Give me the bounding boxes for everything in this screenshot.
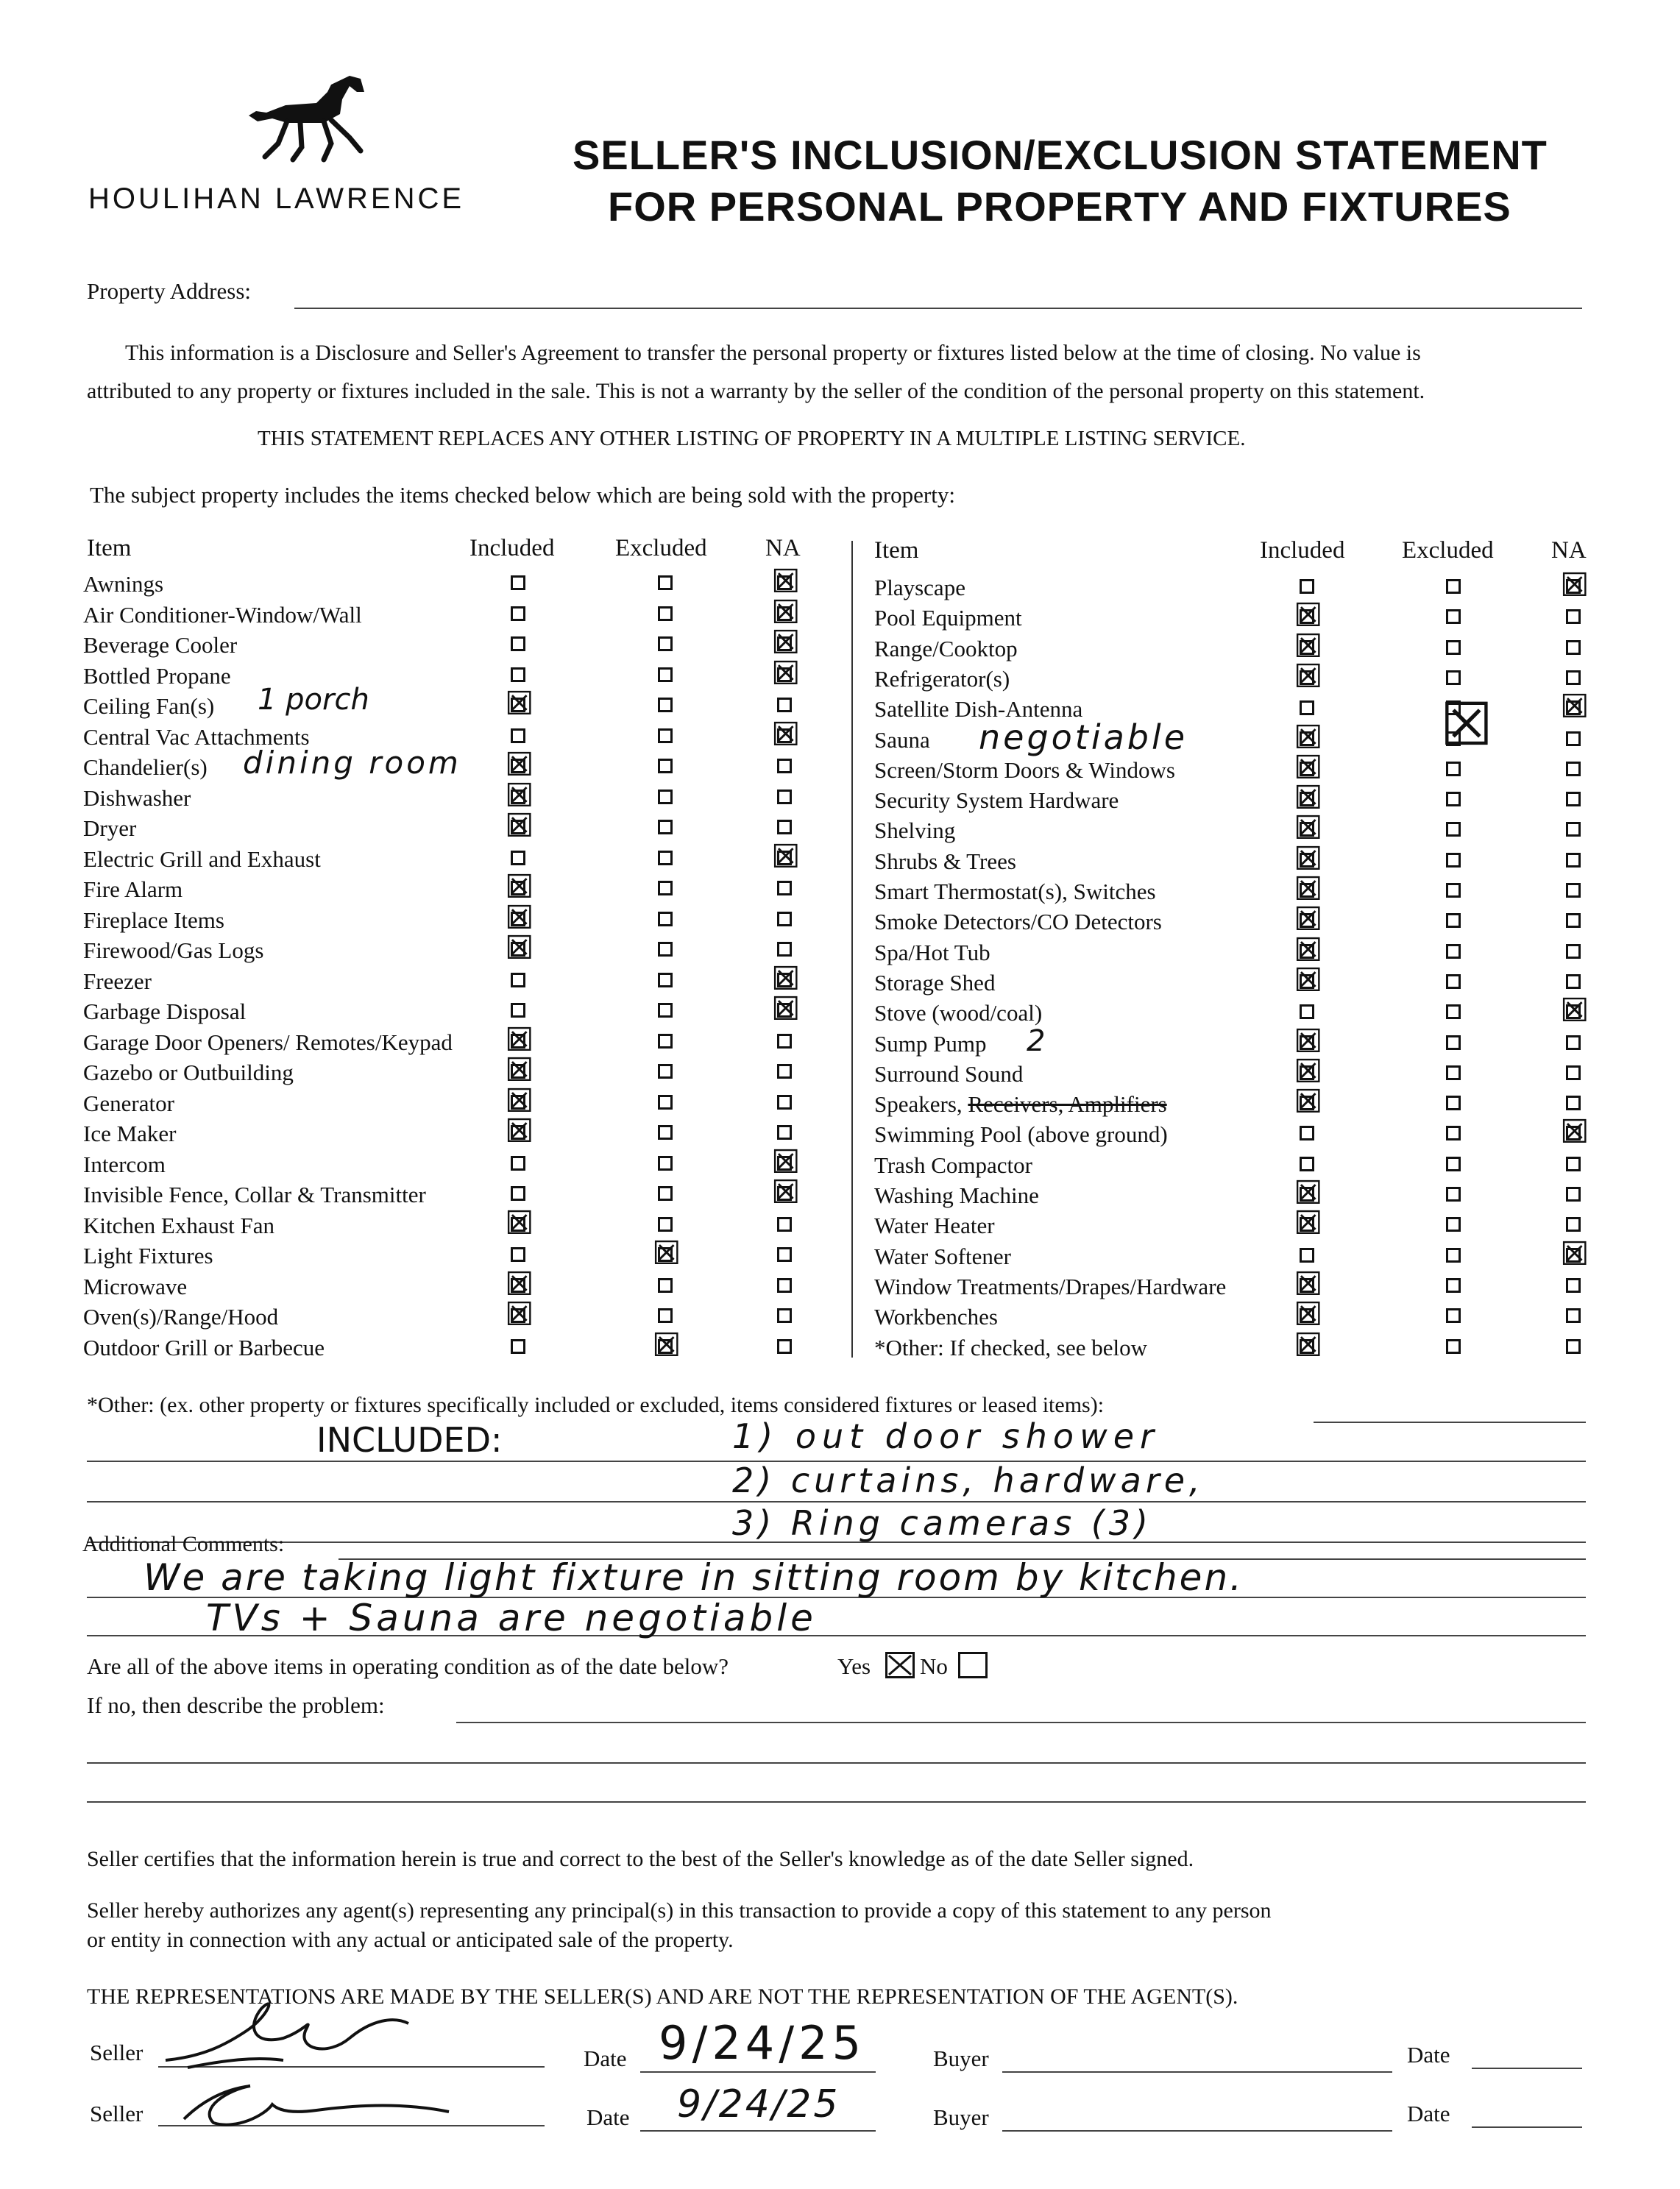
excluded-checkbox[interactable]: [1446, 762, 1461, 776]
comments-line1-text: We are taking light fixture in sitting room by kitchen.: [143, 1556, 1244, 1599]
excluded-checkbox[interactable]: [658, 667, 673, 682]
check-mark: ☒: [505, 898, 534, 937]
excluded-checkbox[interactable]: [658, 698, 673, 712]
excluded-checkbox[interactable]: [1446, 792, 1461, 806]
item-label: Freezer: [83, 968, 152, 994]
item-label: Stove (wood/coal): [874, 1000, 1043, 1026]
excluded-checkbox[interactable]: [658, 790, 673, 804]
item-label: Electric Grill and Exhaust: [83, 845, 321, 872]
item-label: Workbenches: [874, 1304, 998, 1330]
item-label: Smart Thermostat(s), Switches: [874, 879, 1156, 904]
na-checkbox[interactable]: [777, 820, 792, 834]
excluded-checkbox[interactable]: [1446, 1065, 1461, 1080]
excluded-checkbox[interactable]: [1446, 853, 1461, 868]
excluded-checkbox[interactable]: [658, 1003, 673, 1018]
replaces-notice: THIS STATEMENT REPLACES ANY OTHER LISTING OF PROPERTY IN A MULTIPLE LISTING SERVICE.: [258, 427, 1246, 450]
check-mark: ☒: [505, 1021, 534, 1059]
check-mark: ☒: [505, 1204, 534, 1242]
item-label: Fireplace Items: [83, 907, 224, 933]
buyer-date-line-1[interactable]: [1472, 2068, 1582, 2069]
check-mark: ☒: [771, 563, 801, 600]
na-checkbox[interactable]: [1566, 1308, 1581, 1323]
seller-signature-2: [169, 2068, 478, 2134]
horse-logo: [213, 70, 375, 166]
na-checkbox[interactable]: [777, 1278, 792, 1293]
item-label: Firewood/Gas Logs: [83, 937, 264, 963]
check-mark: ☒: [1294, 1265, 1323, 1303]
excluded-checkbox[interactable]: [658, 1034, 673, 1049]
na-checkbox[interactable]: [1566, 1187, 1581, 1202]
excluded-checkbox[interactable]: [1446, 1248, 1461, 1263]
na-checkbox[interactable]: [1566, 1035, 1581, 1050]
item-label: Playscape: [874, 575, 965, 600]
check-mark: ☒: [1294, 748, 1323, 787]
check-mark: ☒: [771, 624, 801, 661]
col-excluded-left: Excluded: [615, 535, 707, 561]
item-label: Trash Compactor: [874, 1152, 1032, 1178]
sump-pump-note: 2: [1027, 1024, 1046, 1058]
excluded-checkbox[interactable]: [658, 912, 673, 926]
check-mark: ☒: [1560, 688, 1589, 726]
excluded-checkbox[interactable]: [658, 881, 673, 895]
included-checkbox[interactable]: [1300, 700, 1314, 715]
na-checkbox[interactable]: [777, 1095, 792, 1110]
seller-label-2: Seller: [90, 2101, 143, 2126]
excluded-checkbox[interactable]: [1446, 1308, 1461, 1323]
check-mark: ☒: [771, 654, 801, 692]
check-mark: ☒: [1294, 627, 1323, 665]
item-label: Air Conditioner-Window/Wall: [83, 601, 362, 628]
check-mark: ☒: [1294, 870, 1323, 908]
na-checkbox[interactable]: [1566, 944, 1581, 959]
excluded-checkbox[interactable]: [1446, 640, 1461, 655]
problem-label: If no, then describe the problem:: [87, 1692, 385, 1718]
excluded-checkbox[interactable]: [1446, 1126, 1461, 1140]
item-label: Swimming Pool (above ground): [874, 1121, 1168, 1148]
check-mark: ☒: [1294, 779, 1323, 817]
other-label: *Other: (ex. other property or fixtures specifically included or excluded, items considered fixtures or leased items):: [87, 1393, 1105, 1417]
na-checkbox[interactable]: [1566, 974, 1581, 989]
na-checkbox[interactable]: [777, 698, 792, 712]
sauna-note: negotiable: [979, 717, 1188, 757]
intro-line1: This information is a Disclosure and Seller's Agreement to transfer the personal property or fixtures listed below at the time of closing. No value is: [125, 341, 1421, 365]
na-checkbox[interactable]: [777, 881, 792, 895]
col-included-right: Included: [1260, 537, 1345, 564]
check-mark: ☒: [1294, 931, 1323, 969]
check-mark: ☒: [1294, 1083, 1323, 1121]
yes-checkbox[interactable]: [885, 1652, 915, 1678]
excluded-checkbox[interactable]: [1446, 1157, 1461, 1171]
other-line-2[interactable]: [87, 1501, 1586, 1503]
item-label: Sump Pump: [874, 1030, 987, 1057]
buyer-signature-line-1[interactable]: [1002, 2071, 1392, 2073]
included-checkbox[interactable]: [511, 1247, 525, 1262]
other-line-0[interactable]: [1314, 1422, 1586, 1423]
excluded-checkbox[interactable]: [658, 728, 673, 743]
check-mark: ☒: [771, 1143, 801, 1181]
seller-label-1: Seller: [90, 2040, 143, 2065]
included-checkbox[interactable]: [1300, 1004, 1314, 1019]
other-item-2: 2) curtains, hardware,: [732, 1461, 1205, 1500]
check-mark: ☒: [771, 715, 801, 753]
excluded-checkbox[interactable]: [1446, 974, 1461, 989]
check-mark: ☒: [771, 959, 801, 998]
check-mark: ☒: [1560, 1235, 1589, 1273]
included-checkbox[interactable]: [511, 1156, 525, 1171]
na-checkbox[interactable]: [777, 1034, 792, 1049]
yes-label: Yes: [837, 1653, 871, 1679]
excluded-checkbox[interactable]: [1446, 1096, 1461, 1110]
excluded-checkbox[interactable]: [1446, 1217, 1461, 1232]
representations-text: THE REPRESENTATIONS ARE MADE BY THE SELLER(S) AND ARE NOT THE REPRESENTATION OF THE AGENT(S).: [87, 1984, 1238, 2009]
excluded-checkbox[interactable]: [658, 1217, 673, 1232]
no-checkbox[interactable]: [958, 1652, 988, 1678]
col-included-left: Included: [469, 535, 555, 561]
excluded-checkbox[interactable]: [658, 1186, 673, 1201]
excluded-checkbox[interactable]: [1446, 609, 1461, 624]
problem-line-0[interactable]: [456, 1722, 1586, 1723]
item-label: Window Treatments/Drapes/Hardware: [874, 1273, 1227, 1299]
included-checkbox[interactable]: [1300, 579, 1314, 594]
other-item-3: 3) Ring cameras (3): [732, 1503, 1152, 1543]
na-checkbox[interactable]: [777, 1339, 792, 1354]
na-checkbox[interactable]: [1566, 1278, 1581, 1293]
check-mark: ☒: [505, 1113, 534, 1150]
check-mark: ☒: [1294, 1205, 1323, 1243]
included-checkbox[interactable]: [511, 575, 525, 590]
item-label: Generator: [83, 1090, 174, 1116]
check-mark: ☒: [505, 868, 534, 906]
check-mark: ☒: [505, 1051, 534, 1089]
item-label: Awnings: [83, 571, 164, 597]
na-checkbox[interactable]: [1566, 792, 1581, 806]
included-checkbox[interactable]: [1300, 1248, 1314, 1263]
na-checkbox[interactable]: [1566, 1096, 1581, 1110]
na-checkbox[interactable]: [777, 1308, 792, 1323]
excluded-checkbox[interactable]: [658, 636, 673, 651]
check-mark: ☒: [1440, 689, 1493, 759]
item-label: Range/Cooktop: [874, 635, 1018, 661]
item-label: *Other: If checked, see below: [874, 1334, 1147, 1360]
form-title-line2: FOR PERSONAL PROPERTY AND FIXTURES: [608, 183, 1511, 230]
na-checkbox[interactable]: [777, 759, 792, 773]
item-label: Shrubs & Trees: [874, 848, 1016, 874]
na-checkbox[interactable]: [1566, 762, 1581, 776]
included-checkbox[interactable]: [1300, 1126, 1314, 1140]
excluded-checkbox[interactable]: [658, 1095, 673, 1110]
excluded-checkbox[interactable]: [658, 759, 673, 773]
included-checkbox[interactable]: [511, 1339, 525, 1354]
item-label: Spa/Hot Tub: [874, 939, 990, 965]
excluded-checkbox[interactable]: [1446, 1035, 1461, 1050]
check-mark: ☒: [771, 593, 801, 631]
na-checkbox[interactable]: [1566, 670, 1581, 685]
na-checkbox[interactable]: [777, 1217, 792, 1232]
included-checkbox[interactable]: [511, 728, 525, 743]
other-included-label: INCLUDED:: [316, 1420, 503, 1460]
excluded-checkbox[interactable]: [658, 1278, 673, 1293]
item-label: Gazebo or Outbuilding: [83, 1060, 294, 1085]
check-mark: ☒: [505, 1265, 534, 1303]
buyer-signature-line-2[interactable]: [1002, 2130, 1392, 2132]
item-label: Bottled Propane: [83, 662, 231, 689]
authorize-line1: Seller hereby authorizes any agent(s) representing any principal(s) in this transaction to provide a copy of this statement to any person: [87, 1898, 1272, 1923]
check-mark: ☒: [505, 929, 534, 967]
excluded-checkbox[interactable]: [1446, 883, 1461, 898]
check-mark: ☒: [505, 746, 534, 784]
check-mark: ☒: [505, 776, 534, 815]
check-mark: ☒: [1294, 840, 1323, 878]
excluded-checkbox[interactable]: [658, 1308, 673, 1323]
comments-line2-text: TVs + Sauna are negotiable: [206, 1597, 817, 1639]
check-mark: ☒: [652, 1235, 681, 1272]
excluded-checkbox[interactable]: [1446, 670, 1461, 685]
item-label: Ceiling Fan(s): [83, 693, 215, 719]
date-label-1: Date: [584, 2046, 627, 2071]
property-address-field[interactable]: [294, 308, 1582, 309]
na-checkbox[interactable]: [777, 912, 792, 926]
excluded-checkbox[interactable]: [1446, 913, 1461, 928]
subject-text: The subject property includes the items checked below which are being sold with the property:: [90, 482, 955, 508]
col-item-left: Item: [87, 535, 132, 561]
na-checkbox[interactable]: [1566, 731, 1581, 746]
column-divider: [851, 541, 853, 1358]
item-label: Smoke Detectors/CO Detectors: [874, 909, 1162, 935]
check-mark: ☒: [1560, 1113, 1589, 1152]
item-label: Security System Hardware: [874, 787, 1119, 814]
item-label: Kitchen Exhaust Fan: [83, 1212, 275, 1238]
excluded-checkbox[interactable]: [658, 606, 673, 621]
included-checkbox[interactable]: [511, 606, 525, 621]
check-mark: ☒: [771, 990, 801, 1028]
excluded-checkbox[interactable]: [658, 973, 673, 987]
excluded-checkbox[interactable]: [1446, 1004, 1461, 1019]
date-label-2: Date: [586, 2104, 630, 2130]
item-label: Microwave: [83, 1273, 188, 1299]
check-mark: ☒: [505, 807, 534, 845]
na-checkbox[interactable]: [777, 1064, 792, 1079]
na-checkbox[interactable]: [1566, 1339, 1581, 1354]
included-checkbox[interactable]: [511, 667, 525, 682]
col-item-right: Item: [874, 537, 919, 564]
check-mark: ☒: [1294, 961, 1323, 999]
ceiling-fan-note: 1 porch: [258, 683, 369, 717]
excluded-checkbox[interactable]: [658, 851, 673, 865]
excluded-checkbox[interactable]: [1446, 1339, 1461, 1354]
excluded-checkbox[interactable]: [1446, 1278, 1461, 1293]
na-checkbox[interactable]: [1566, 1217, 1581, 1232]
item-label: Central Vac Attachments: [83, 723, 310, 750]
date-line-1[interactable]: [640, 2071, 876, 2073]
check-mark: ☒: [1294, 1296, 1323, 1334]
excluded-checkbox[interactable]: [658, 1064, 673, 1079]
buyer-label-2: Buyer: [933, 2104, 989, 2130]
na-checkbox[interactable]: [777, 1247, 792, 1262]
na-checkbox[interactable]: [1566, 609, 1581, 624]
item-label: Washing Machine: [874, 1182, 1039, 1208]
item-label: Shelving: [874, 817, 956, 844]
item-label: Dryer: [83, 815, 137, 841]
item-label: Garage Door Openers/ Remotes/Keypad: [83, 1029, 453, 1055]
date-value-2: 9/24/25: [677, 2082, 840, 2126]
check-mark: ☒: [1294, 657, 1323, 695]
included-checkbox[interactable]: [1300, 1157, 1314, 1171]
na-checkbox[interactable]: [1566, 853, 1581, 868]
included-checkbox[interactable]: [511, 851, 525, 865]
included-checkbox[interactable]: [511, 636, 525, 651]
check-mark: ☒: [1294, 718, 1323, 756]
item-label: Storage Shed: [874, 969, 996, 996]
buyer-date-label-2: Date: [1407, 2101, 1450, 2126]
chandelier-note: dining room: [243, 745, 461, 781]
check-mark: ☒: [505, 1296, 534, 1333]
na-checkbox[interactable]: [1566, 640, 1581, 655]
excluded-checkbox[interactable]: [658, 820, 673, 834]
authorize-line2: or entity in connection with any actual or anticipated sale of the property.: [87, 1928, 734, 1952]
brand-name: HOULIHAN LAWRENCE: [88, 182, 465, 215]
check-mark: ☒: [505, 1082, 534, 1120]
na-checkbox[interactable]: [1566, 1065, 1581, 1080]
item-label: Chandelier(s): [83, 754, 208, 780]
included-checkbox[interactable]: [511, 1186, 525, 1201]
problem-line-1[interactable]: [87, 1762, 1586, 1764]
item-label: Water Heater: [874, 1213, 995, 1239]
item-label: Light Fixtures: [83, 1243, 213, 1269]
item-label: Intercom: [83, 1151, 166, 1177]
item-label: Ice Maker: [83, 1121, 177, 1146]
operating-question: Are all of the above items in operating condition as of the date below?: [87, 1653, 729, 1679]
excluded-checkbox[interactable]: [658, 942, 673, 957]
check-mark: ☒: [1294, 1326, 1323, 1364]
check-mark: ☒: [505, 685, 534, 723]
certify-text: Seller certifies that the information herein is true and correct to the best of the Seller's knowledge as of the date Seller signed.: [87, 1847, 1194, 1871]
item-label: Dishwasher: [83, 784, 191, 811]
check-mark: ☒: [1294, 1022, 1323, 1060]
item-label: Satellite Dish-Antenna: [874, 696, 1083, 723]
included-checkbox[interactable]: [511, 973, 525, 987]
na-checkbox[interactable]: [777, 942, 792, 957]
check-mark: ☒: [771, 1174, 801, 1211]
additional-comments-label: Additional Comments:: [82, 1532, 285, 1556]
item-label: Water Softener: [874, 1243, 1011, 1269]
seller-signature-1: [158, 1987, 423, 2075]
col-na-left: NA: [765, 535, 801, 561]
check-mark: ☒: [1560, 567, 1589, 604]
date-value-1: 9/24/25: [659, 2016, 866, 2070]
item-label: Screen/Storm Doors & Windows: [874, 756, 1175, 783]
excluded-checkbox[interactable]: [1446, 1187, 1461, 1202]
property-address-label: Property Address:: [87, 278, 252, 304]
no-label: No: [920, 1653, 948, 1679]
col-na-right: NA: [1551, 537, 1587, 564]
item-label: Outdoor Grill or Barbecue: [83, 1334, 325, 1360]
excluded-checkbox[interactable]: [658, 1125, 673, 1140]
item-label: Refrigerator(s): [874, 665, 1010, 692]
included-checkbox[interactable]: [511, 1003, 525, 1018]
na-checkbox[interactable]: [777, 1125, 792, 1140]
check-mark: ☒: [1560, 992, 1589, 1030]
excluded-checkbox[interactable]: [1446, 822, 1461, 837]
na-checkbox[interactable]: [1566, 913, 1581, 928]
check-mark: ☒: [1294, 1174, 1323, 1212]
na-checkbox[interactable]: [1566, 822, 1581, 837]
col-excluded-right: Excluded: [1402, 537, 1494, 564]
check-mark: ☒: [1294, 1052, 1323, 1090]
problem-line-2[interactable]: [87, 1801, 1586, 1803]
date-line-2[interactable]: [640, 2130, 876, 2132]
buyer-date-label-1: Date: [1407, 2042, 1450, 2068]
item-label: Speakers, Receivers, Amplifiers: [874, 1091, 1167, 1118]
check-mark: ☒: [1294, 597, 1323, 635]
item-label: Sauna: [874, 726, 930, 753]
item-label: Pool Equipment: [874, 605, 1022, 631]
excluded-checkbox[interactable]: [658, 575, 673, 590]
na-checkbox[interactable]: [777, 790, 792, 804]
buyer-label-1: Buyer: [933, 2046, 989, 2071]
item-label: Garbage Disposal: [83, 998, 247, 1024]
buyer-date-line-2[interactable]: [1472, 2126, 1582, 2128]
item-label: Fire Alarm: [83, 876, 183, 902]
item-label: Oven(s)/Range/Hood: [83, 1304, 279, 1330]
check-mark: ☒: [1294, 809, 1323, 848]
na-checkbox[interactable]: [1566, 883, 1581, 898]
item-label: Surround Sound: [874, 1060, 1024, 1087]
intro-line2: attributed to any property or fixtures included in the sale. This is not a warranty by the seller of the condition of the personal property on this statement.: [87, 379, 1425, 403]
na-checkbox[interactable]: [1566, 1157, 1581, 1171]
check-mark: ☒: [652, 1326, 681, 1364]
excluded-checkbox[interactable]: [1446, 944, 1461, 959]
item-label: Beverage Cooler: [83, 632, 238, 658]
check-mark: ☒: [771, 837, 801, 876]
excluded-checkbox[interactable]: [658, 1156, 673, 1171]
excluded-checkbox[interactable]: [1446, 579, 1461, 594]
other-item-1: 1) out door shower: [732, 1416, 1160, 1456]
form-title-line1: SELLER'S INCLUSION/EXCLUSION STATEMENT: [573, 132, 1548, 178]
check-mark: ☒: [1294, 901, 1323, 939]
item-label: Invisible Fence, Collar & Transmitter: [83, 1182, 426, 1207]
